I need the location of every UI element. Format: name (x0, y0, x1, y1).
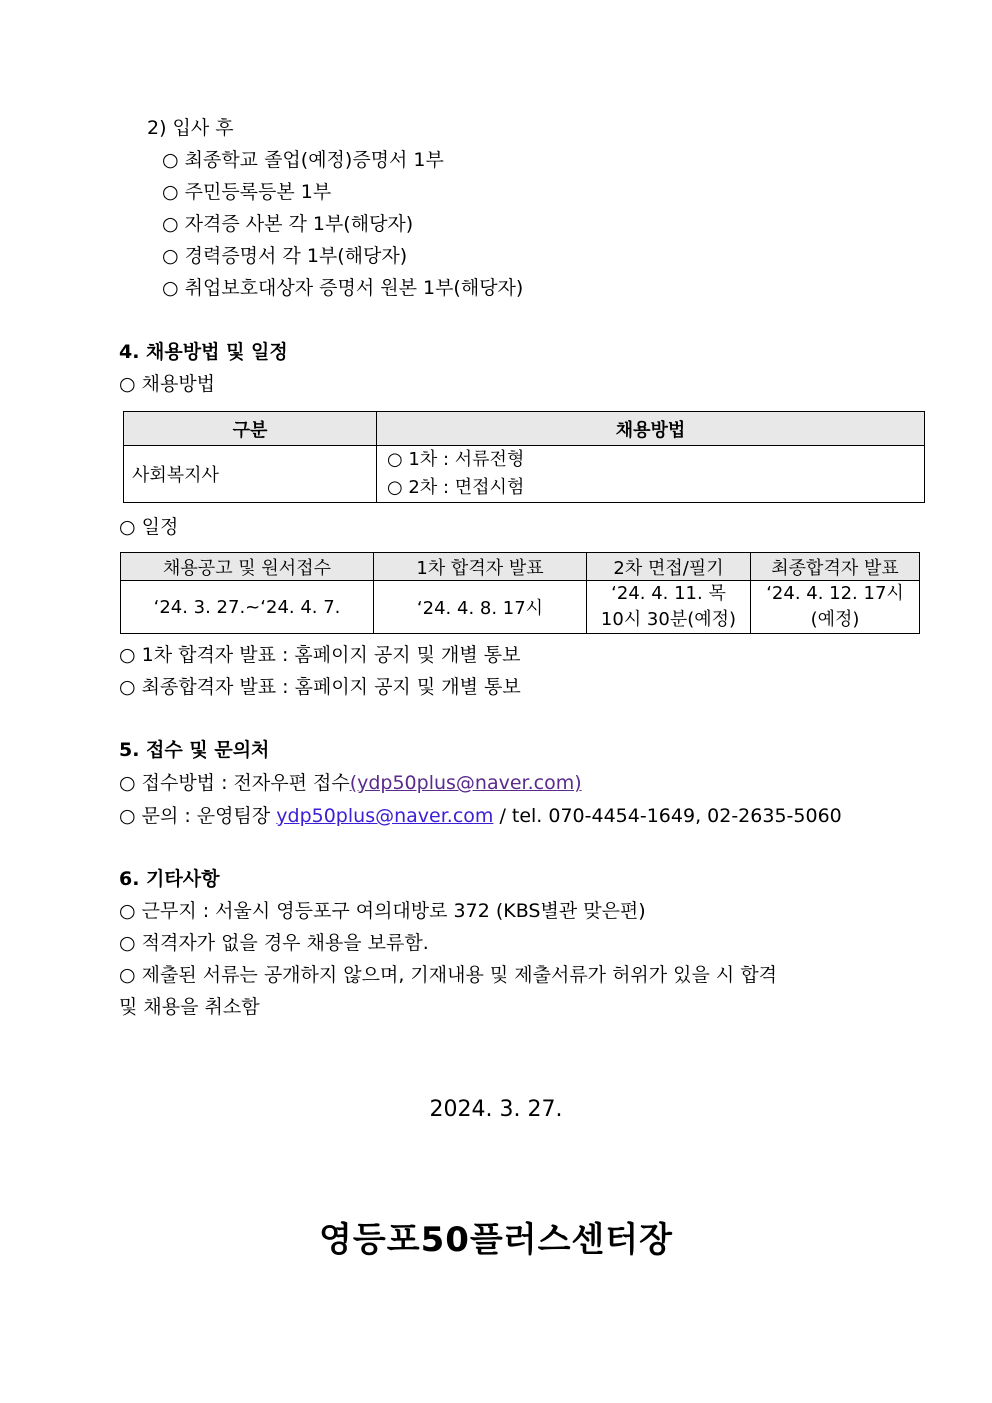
section-4-title: 4. 채용방법 및 일정 (119, 341, 288, 363)
table-header: 최종합격자 발표 (751, 553, 920, 581)
table-cell: ‘24. 3. 27.~‘24. 4. 7. (121, 581, 374, 634)
table-header: 1차 합격자 발표 (374, 553, 587, 581)
note-item: ○ 최종합격자 발표 : 홈페이지 공지 및 개별 통보 (119, 676, 521, 698)
list-item: ○ 취업보호대상자 증명서 원본 1부(해당자) (162, 277, 524, 299)
contact-info (119, 803, 842, 829)
apply-email-link[interactable]: (ydp50plus@naver.com) (349, 772, 582, 794)
after-hire-heading: 2) 입사 후 (147, 117, 234, 139)
steps-cell (377, 446, 925, 503)
contact-suffix: / tel. 070-4454-1649, 02-2635-5060 (493, 805, 842, 827)
role-cell: 사회복지사 (124, 446, 377, 503)
list-item: ○ 제출된 서류는 공개하지 않으며, 기재내용 및 제출서류가 허위가 있을 시 합격 (119, 964, 778, 986)
schedule-label: ○ 일정 (119, 516, 179, 538)
table-cell: ‘24. 4. 11. 목 10시 30분(예정) (587, 581, 751, 634)
table-cell: ‘24. 4. 8. 17시 (374, 581, 587, 634)
table-header: 구분 (124, 412, 377, 446)
list-item: ○ 근무지 : 서울시 영등포구 여의대방로 372 (KBS별관 맞은편) (119, 900, 646, 922)
step-item: ○ 1차 : 서류전형 (387, 449, 525, 470)
apply-method (119, 770, 582, 796)
list-item: ○ 최종학교 졸업(예정)증명서 1부 (162, 149, 444, 171)
table-header: 채용방법 (377, 412, 925, 446)
contact-prefix: ○ 문의 : 운영팀장 (119, 805, 277, 827)
list-item: ○ 경력증명서 각 1부(해당자) (162, 245, 408, 267)
list-item: ○ 주민등록등본 1부 (162, 181, 332, 203)
list-item: ○ 자격증 사본 각 1부(해당자) (162, 213, 414, 235)
schedule-table (120, 552, 920, 634)
method-table (123, 411, 925, 503)
document-date: 2024. 3. 27. (429, 1097, 563, 1122)
step-item: ○ 2차 : 면접시험 (387, 477, 525, 498)
method-label: ○ 채용방법 (119, 373, 216, 395)
list-item: ○ 적격자가 없을 경우 채용을 보류함. (119, 932, 429, 954)
contact-email-link[interactable]: ydp50plus@naver.com (276, 805, 494, 827)
signature: 영등포50플러스센터장 (319, 1220, 673, 1260)
note-item: ○ 1차 합격자 발표 : 홈페이지 공지 및 개별 통보 (119, 644, 521, 666)
apply-prefix: ○ 접수방법 : 전자우편 접수 (119, 772, 350, 794)
table-header: 2차 면접/필기 (587, 553, 751, 581)
table-cell: ‘24. 4. 12. 17시 (예정) (751, 581, 920, 634)
list-item: 및 채용을 취소함 (119, 996, 260, 1018)
section-6-title: 6. 기타사항 (119, 868, 220, 890)
table-header: 채용공고 및 원서접수 (121, 553, 374, 581)
section-5-title: 5. 접수 및 문의처 (119, 739, 270, 761)
